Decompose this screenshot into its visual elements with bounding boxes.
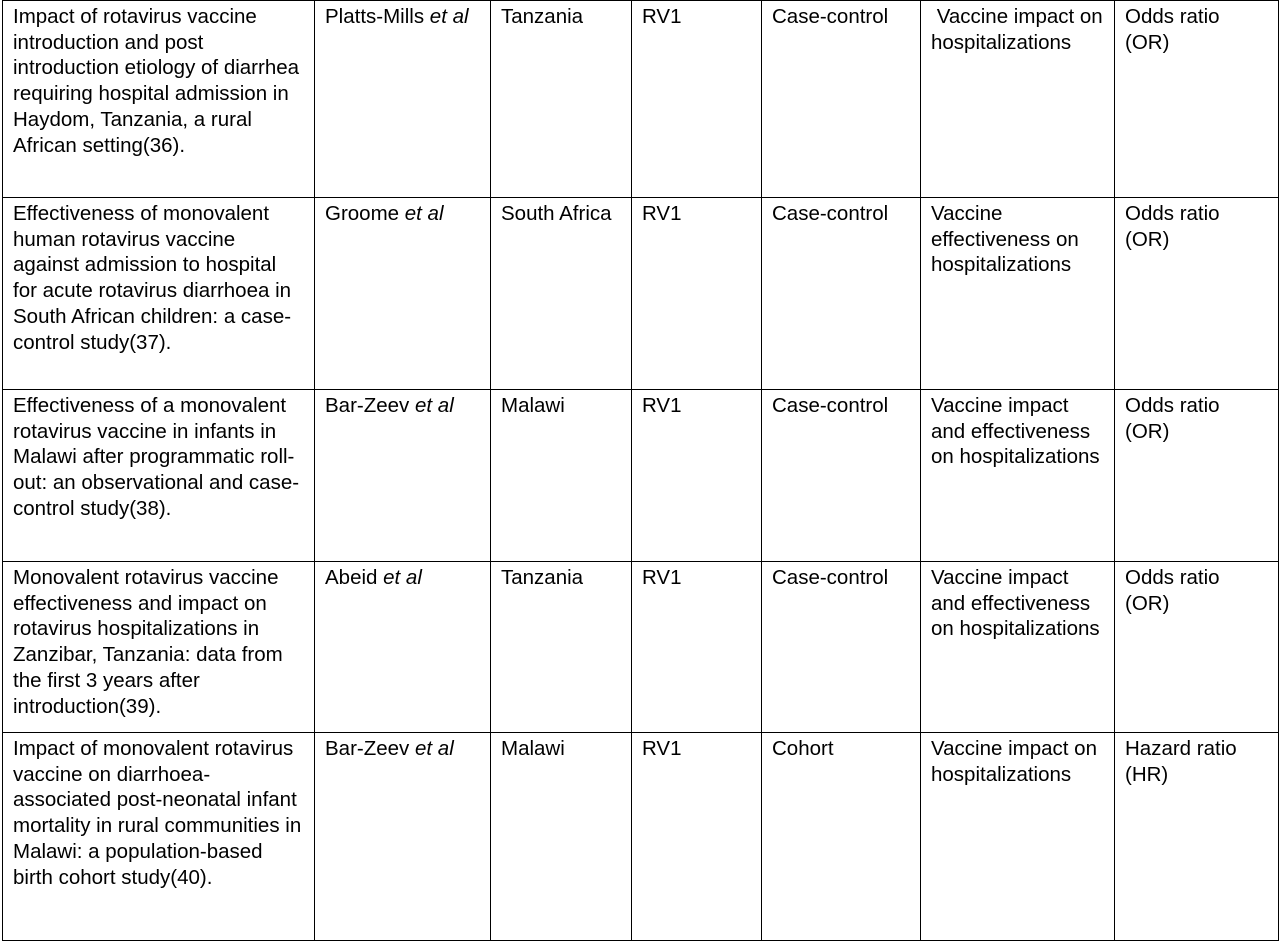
study-title-cell: Monovalent rotavirus vaccine effectiveness and impact on rotavirus hospitalizations in Zanzibar, Tanzania: data from the first 3 years after introduction(39). (3, 562, 315, 733)
vaccine-cell: RV1 (632, 733, 762, 941)
author-name: Groome (325, 202, 400, 225)
author-name: Bar-Zeev (325, 737, 410, 760)
outcome-cell: Vaccine impact on hospitalizations (921, 1, 1115, 198)
effect-measure-cell: Odds ratio (OR) (1115, 390, 1279, 562)
study-design-cell: Cohort (762, 733, 921, 941)
author-name: Bar-Zeev (325, 394, 410, 417)
study-title-cell: Impact of monovalent rotavirus vaccine on diarrhoea-associated post-neonatal infant mortality in rural communities in Malawi: a population-based birth cohort study(40). (3, 733, 315, 941)
table-row (3, 733, 1279, 941)
outcome-cell: Vaccine impact on hospitalizations (921, 733, 1115, 941)
author-et-al: et al (383, 566, 422, 589)
author-cell (315, 562, 491, 733)
author-cell (315, 733, 491, 941)
effect-measure-cell: Hazard ratio (HR) (1115, 733, 1279, 941)
author-et-al: et al (415, 737, 454, 760)
table-row (3, 1, 1279, 198)
author-name: Abeid (325, 566, 378, 589)
vaccine-cell: RV1 (632, 562, 762, 733)
outcome-cell: Vaccine impact and effectiveness on hospitalizations (921, 562, 1115, 733)
study-design-cell: Case-control (762, 390, 921, 562)
author-name: Platts-Mills (325, 5, 425, 28)
studies-table (2, 0, 1279, 941)
country-cell: Tanzania (491, 1, 632, 198)
author-cell (315, 198, 491, 390)
country-cell: Tanzania (491, 562, 632, 733)
effect-measure-cell: Odds ratio (OR) (1115, 1, 1279, 198)
author-cell (315, 1, 491, 198)
author-et-al: et al (415, 394, 454, 417)
country-cell: Malawi (491, 733, 632, 941)
study-title-cell: Effectiveness of a monovalent rotavirus vaccine in infants in Malawi after programmatic roll-out: an observational and case-control study(38). (3, 390, 315, 562)
vaccine-cell: RV1 (632, 1, 762, 198)
study-title-cell: Effectiveness of monovalent human rotavirus vaccine against admission to hospital for acute rotavirus diarrhoea in South African children: a case-control study(37). (3, 198, 315, 390)
outcome-cell: Vaccine impact and effectiveness on hospitalizations (921, 390, 1115, 562)
table-row (3, 198, 1279, 390)
effect-measure-cell: Odds ratio (OR) (1115, 198, 1279, 390)
table-row (3, 390, 1279, 562)
study-title-cell: Impact of rotavirus vaccine introduction and post introduction etiology of diarrhea requiring hospital admission in Haydom, Tanzania, a rural African setting(36). (3, 1, 315, 198)
effect-measure-cell: Odds ratio (OR) (1115, 562, 1279, 733)
author-et-al: et al (404, 202, 444, 225)
outcome-cell: Vaccine effectiveness on hospitalizations (921, 198, 1115, 390)
author-cell (315, 390, 491, 562)
study-design-cell: Case-control (762, 198, 921, 390)
vaccine-cell: RV1 (632, 198, 762, 390)
country-cell: South Africa (491, 198, 632, 390)
study-design-cell: Case-control (762, 1, 921, 198)
study-design-cell: Case-control (762, 562, 921, 733)
table-row (3, 562, 1279, 733)
country-cell: Malawi (491, 390, 632, 562)
author-et-al: et al (429, 5, 469, 28)
vaccine-cell: RV1 (632, 390, 762, 562)
